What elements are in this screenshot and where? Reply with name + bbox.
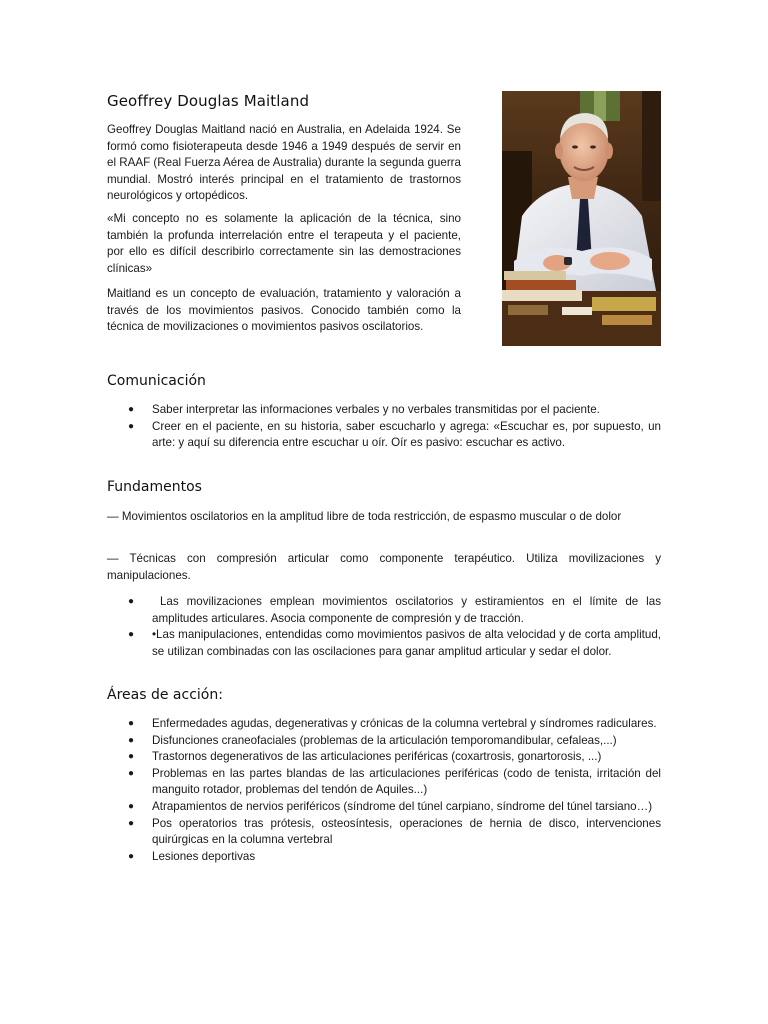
bullet-icon: ● (128, 404, 135, 415)
list-item-text: Saber interpretar las informaciones verbales y no verbales transmitidas por el paciente. (152, 403, 600, 416)
fundamentos-list (107, 594, 665, 660)
list-item-text: Disfunciones craneofaciales (problemas de la articulación temporomandibular, cefaleas,...) (152, 733, 617, 747)
list-item (107, 766, 661, 799)
intro-quote-paragraph: «Mi concepto no es solamente la aplicación de la técnica, sino también la profunda interrelación entre el terapeuta y el paciente, por ello es difícil describirlo correctamente sin las demostraciones clínicas» (107, 212, 461, 275)
list-item-text: Pos operatorios tras prótesis, osteosíntesis, operaciones de hernia de disco, intervenciones quirúrgicas en la columna vertebral (152, 816, 661, 847)
bullet-icon: ● (128, 767, 135, 779)
list-item (107, 627, 661, 660)
section-heading-comunicacion: Comunicación (107, 373, 206, 389)
bullet-icon: ● (128, 629, 135, 641)
bullet-icon: ● (128, 718, 135, 729)
section-heading-areas: Áreas de acción: (107, 687, 223, 703)
bullet-icon: ● (128, 751, 135, 763)
list-item (107, 799, 661, 816)
comunicacion-list (107, 402, 661, 452)
fundamentos-paragraph-1: — Movimientos oscilatorios en la amplitud libre de toda restricción, de espasmo muscular o de dolor (107, 510, 622, 523)
intro-paragraph-3: Maitland es un concepto de evaluación, tratamiento y valoración a través de los movimientos pasivos. Conocido también como la técnica de movilizaciones o movimientos pasivos oscilatorios. (107, 287, 461, 334)
list-item (107, 594, 665, 627)
bullet-icon: ● (128, 800, 135, 812)
list-item (107, 816, 661, 849)
list-item-text: Atrapamientos de nervios periféricos (síndrome del túnel carpiano, síndrome del túnel tarsiano…) (152, 799, 653, 813)
fundamentos-paragraph-2: — Técnicas con compresión articular como componente terapéutico. Utiliza movilizaciones y manipulaciones. (107, 552, 661, 582)
list-item (107, 733, 661, 750)
list-item-text: Problemas en las partes blandas de las articulaciones periféricas (codo de tenista, irritación del manguito rotador, problemas del tendón de Aquiles...) (152, 766, 661, 797)
bullet-icon: ● (128, 420, 135, 432)
list-item (107, 849, 661, 866)
portrait-photo (502, 91, 661, 346)
page-title: Geoffrey Douglas Maitland (107, 92, 310, 110)
list-item (107, 749, 661, 766)
list-item (107, 402, 661, 419)
list-item-text: Trastornos degenerativos de las articulaciones periféricas (coxartrosis, gonartorosis, ...) (152, 750, 602, 764)
bullet-icon: ● (128, 734, 135, 746)
list-item-text: Enfermedades agudas, degenerativas y crónicas de la columna vertebral y síndromes radiculares. (152, 717, 657, 730)
bullet-icon: ● (128, 596, 135, 607)
intro-paragraph-1: Geoffrey Douglas Maitland nació en Australia, en Adelaida 1924. Se formó como fisioterapeuta desde 1946 a 1949 después de servir en el RAAF (Real Fuerza Aérea de Australia) durante la segunda guerra mundial. Mostró interés principal en el tratamiento de trastornos neurológicos y ortopédicos. (107, 123, 461, 203)
list-item (107, 716, 661, 733)
section-heading-fundamentos: Fundamentos (107, 479, 202, 495)
list-item-text: •Las manipulaciones, entendidas como movimientos pasivos de alta velocidad y de corta amplitud, se utilizan combinadas con las oscilaciones para ganar amplitud articular y sedar el dolor. (152, 628, 661, 658)
list-item-text: Las movilizaciones emplean movimientos oscilatorios y estiramientos en el límite de las amplitudes articulares. Asocia componente de compresión y de tracción. (152, 595, 665, 625)
list-item-text: Lesiones deportivas (152, 849, 256, 863)
areas-list (107, 716, 661, 865)
list-item (107, 419, 661, 452)
bullet-icon: ● (128, 817, 135, 829)
list-item-text: Creer en el paciente, en su historia, saber escucharlo y agrega: «Escuchar es, por supuesto, un arte: y aquí su diferencia entre escuchar u oír. Oír es pasivo: escuchar es activo. (152, 419, 661, 450)
bullet-icon: ● (128, 850, 135, 862)
portrait-illustration (502, 91, 661, 346)
